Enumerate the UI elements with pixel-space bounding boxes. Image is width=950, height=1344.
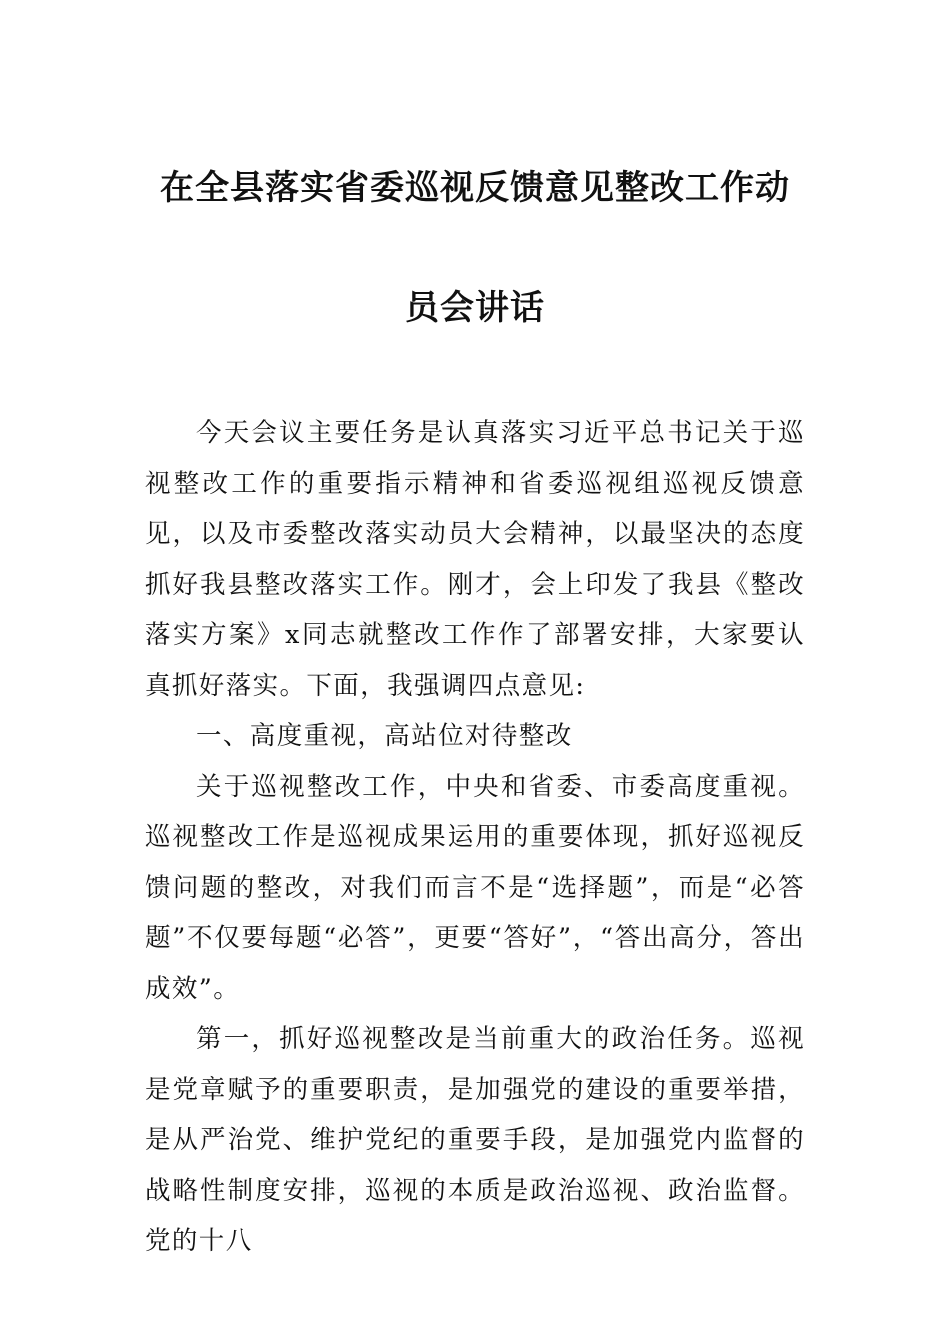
document-title-line-2: 员会讲话 [405,288,545,328]
section-heading-1: 一、高度重视，高站位对待整改 [196,721,573,751]
paragraph-intro: 今天会议主要任务是认真落实习近平总书记关于巡视整改工作的重要指示精神和省委巡视组巡视反馈意见，以及市委整改落实动员大会精神，以最坚决的态度抓好我县整改落实工作。刚才，会上印发了我县《整改落实方案》x同志就整改工作作了部署安排，大家要认真抓好落实。下面，我强调四点意见: [145,418,805,701]
document-title-line-1: 在全县落实省委巡视反馈意见整改工作动 [160,168,790,208]
document-body [145,408,805,1267]
paragraph-importance: 关于巡视整改工作，中央和省委、市委高度重视。巡视整改工作是巡视成果运用的重要体现，抓好巡视反馈问题的整改，对我们而言不是“选择题”，而是“必答题”不仅要每题“必答”，更要“答好”，“答出高分，答出成效”。 [145,771,805,1004]
paragraph-first-point: 第一，抓好巡视整改是当前重大的政治任务。巡视是党章赋予的重要职责，是加强党的建设的重要举措，是从严治党、维护党纪的重要手段，是加强党内监督的战略性制度安排，巡视的本质是政治巡视、政治监督。党的十八 [145,1024,805,1256]
